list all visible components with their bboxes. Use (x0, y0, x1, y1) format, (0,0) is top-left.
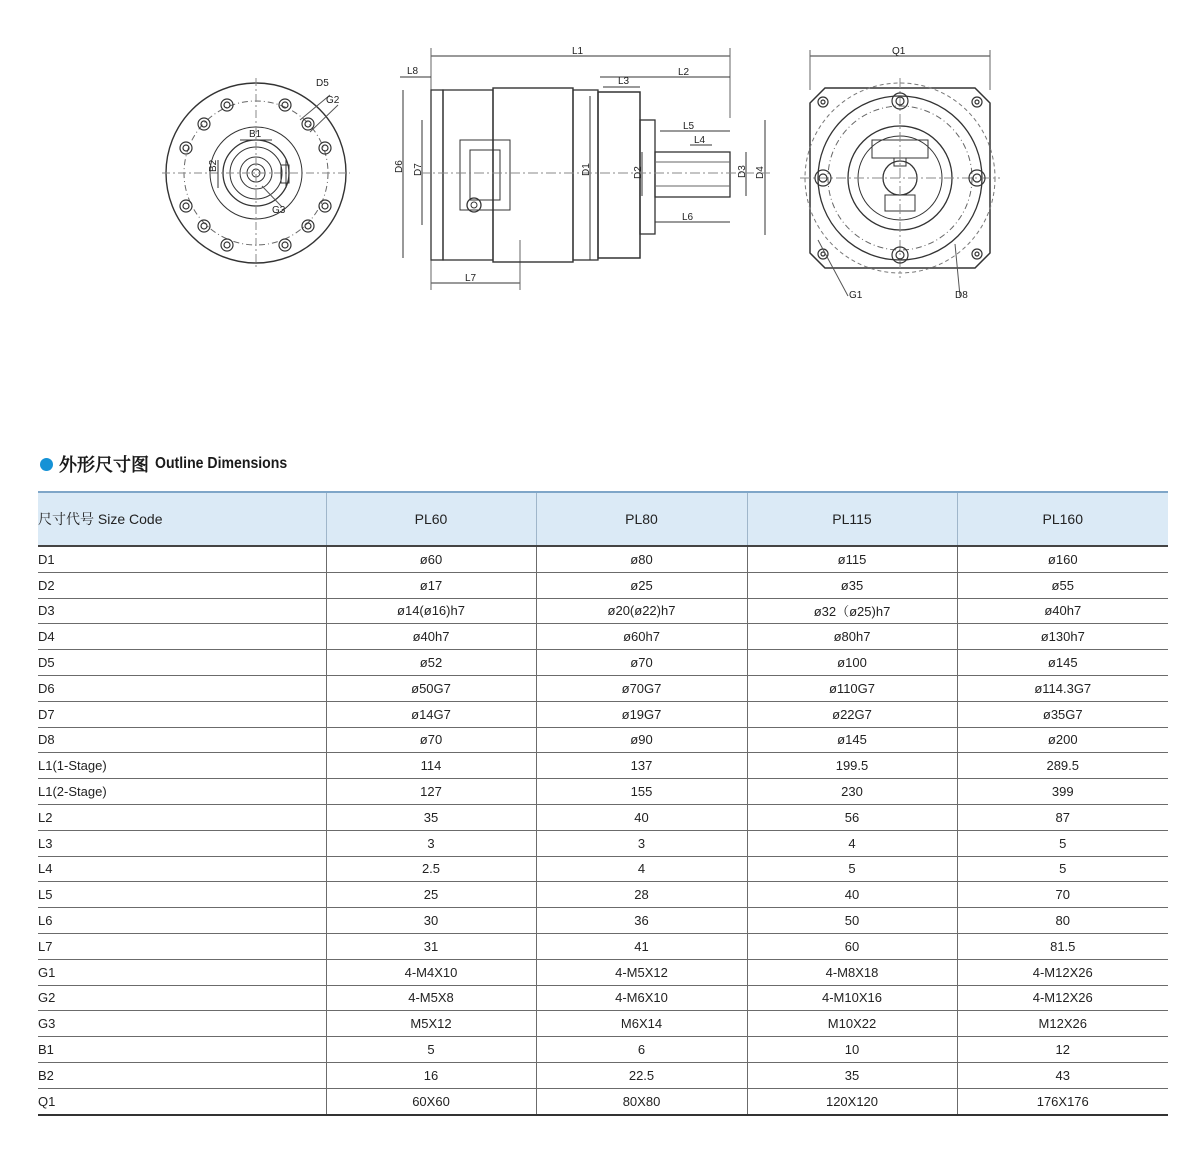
value-cell: 60 (747, 933, 957, 959)
value-cell: 10 (747, 1037, 957, 1063)
value-cell: 114 (326, 753, 536, 779)
value-cell: ø70G7 (536, 675, 747, 701)
table-row (38, 701, 1168, 727)
row-label-cell: G3 (38, 1011, 326, 1037)
value-cell: 399 (957, 779, 1168, 805)
value-cell: M10X22 (747, 1011, 957, 1037)
row-label-cell: Q1 (38, 1088, 326, 1114)
value-cell: ø114.3G7 (957, 675, 1168, 701)
row-label-cell: L5 (38, 882, 326, 908)
technical-drawings (0, 0, 1200, 320)
value-cell: ø90 (536, 727, 747, 753)
value-cell: 60X60 (326, 1088, 536, 1114)
table-row (38, 1037, 1168, 1063)
header-pl160: PL160 (957, 492, 1168, 546)
value-cell: ø115 (747, 546, 957, 572)
value-cell: 289.5 (957, 753, 1168, 779)
row-label-cell: D6 (38, 675, 326, 701)
flange-view-drawing (800, 46, 1000, 301)
value-cell: 176X176 (957, 1088, 1168, 1114)
row-label-cell: L1(2-Stage) (38, 779, 326, 805)
header-size-code: 尺寸代号 Size Code (38, 492, 326, 546)
table-row (38, 1062, 1168, 1088)
row-label-cell: D1 (38, 546, 326, 572)
value-cell: ø200 (957, 727, 1168, 753)
row-label-cell: D2 (38, 572, 326, 598)
label-d7: D7 (413, 163, 424, 176)
label-d5: D5 (316, 78, 329, 89)
table-row (38, 727, 1168, 753)
value-cell: 36 (536, 908, 747, 934)
value-cell: ø80h7 (747, 624, 957, 650)
label-l2: L2 (678, 67, 690, 78)
value-cell: 4-M6X10 (536, 985, 747, 1011)
value-cell: 16 (326, 1062, 536, 1088)
value-cell: M5X12 (326, 1011, 536, 1037)
label-d1: D1 (581, 163, 592, 176)
table-row (38, 933, 1168, 959)
table-row (38, 572, 1168, 598)
value-cell: 3 (536, 830, 747, 856)
label-q1: Q1 (892, 46, 906, 57)
table-row (38, 804, 1168, 830)
label-l6: L6 (682, 212, 694, 223)
row-label-cell: L6 (38, 908, 326, 934)
value-cell: 31 (326, 933, 536, 959)
drawing-canvas (0, 0, 1200, 320)
value-cell: 40 (536, 804, 747, 830)
value-cell: 35 (326, 804, 536, 830)
value-cell: ø19G7 (536, 701, 747, 727)
value-cell: 155 (536, 779, 747, 805)
value-cell: 4 (747, 830, 957, 856)
value-cell: 4-M8X18 (747, 959, 957, 985)
row-label-cell: G2 (38, 985, 326, 1011)
table-row (38, 959, 1168, 985)
value-cell: 4-M5X12 (536, 959, 747, 985)
label-g3: G3 (272, 205, 286, 216)
value-cell: ø40h7 (957, 598, 1168, 624)
side-view-drawing (394, 46, 770, 290)
table-row (38, 856, 1168, 882)
value-cell: 230 (747, 779, 957, 805)
label-d8: D8 (955, 290, 968, 301)
row-label-cell: L7 (38, 933, 326, 959)
value-cell: 6 (536, 1037, 747, 1063)
value-cell: ø100 (747, 650, 957, 676)
value-cell: ø160 (957, 546, 1168, 572)
label-l1: L1 (572, 46, 584, 57)
value-cell: 30 (326, 908, 536, 934)
row-label-cell: L3 (38, 830, 326, 856)
value-cell: 2.5 (326, 856, 536, 882)
value-cell: ø145 (747, 727, 957, 753)
value-cell: ø60 (326, 546, 536, 572)
value-cell: 50 (747, 908, 957, 934)
value-cell: 43 (957, 1062, 1168, 1088)
label-l8: L8 (407, 66, 419, 77)
value-cell: ø70 (326, 727, 536, 753)
label-d2: D2 (633, 166, 644, 179)
front-view-drawing (162, 78, 350, 268)
label-l7: L7 (465, 273, 477, 284)
value-cell: 81.5 (957, 933, 1168, 959)
label-g2: G2 (326, 95, 340, 106)
label-d3: D3 (737, 165, 748, 178)
row-label-cell: L2 (38, 804, 326, 830)
row-label-cell: D7 (38, 701, 326, 727)
header-pl115: PL115 (747, 492, 957, 546)
value-cell: 5 (326, 1037, 536, 1063)
table-row (38, 1011, 1168, 1037)
value-cell: 4-M12X26 (957, 959, 1168, 985)
table-body (38, 546, 1168, 1115)
value-cell: ø25 (536, 572, 747, 598)
value-cell: 5 (957, 830, 1168, 856)
label-l3: L3 (618, 76, 630, 87)
row-label-cell: D4 (38, 624, 326, 650)
label-d6: D6 (394, 160, 405, 173)
section-title-cn: 外形尺寸图 (59, 455, 149, 475)
value-cell: ø70 (536, 650, 747, 676)
value-cell: M6X14 (536, 1011, 747, 1037)
table-row (38, 1088, 1168, 1114)
value-cell: ø130h7 (957, 624, 1168, 650)
table-row (38, 830, 1168, 856)
value-cell: ø52 (326, 650, 536, 676)
table-row (38, 650, 1168, 676)
value-cell: 137 (536, 753, 747, 779)
value-cell: ø17 (326, 572, 536, 598)
value-cell: M12X26 (957, 1011, 1168, 1037)
row-label-cell: L1(1-Stage) (38, 753, 326, 779)
value-cell: ø35G7 (957, 701, 1168, 727)
value-cell: ø60h7 (536, 624, 747, 650)
value-cell: 4 (536, 856, 747, 882)
table-row (38, 985, 1168, 1011)
label-l5: L5 (683, 121, 695, 132)
value-cell: 5 (957, 856, 1168, 882)
value-cell: 12 (957, 1037, 1168, 1063)
value-cell: 5 (747, 856, 957, 882)
label-b1: B1 (249, 129, 262, 140)
value-cell: 80 (957, 908, 1168, 934)
section-bullet-icon (40, 458, 53, 471)
row-label-cell: B1 (38, 1037, 326, 1063)
value-cell: 56 (747, 804, 957, 830)
value-cell: 25 (326, 882, 536, 908)
value-cell: 127 (326, 779, 536, 805)
header-pl80: PL80 (536, 492, 747, 546)
value-cell: 4-M12X26 (957, 985, 1168, 1011)
value-cell: 35 (747, 1062, 957, 1088)
section-title (40, 452, 305, 476)
row-label-cell: D5 (38, 650, 326, 676)
value-cell: ø35 (747, 572, 957, 598)
row-label-cell: L4 (38, 856, 326, 882)
value-cell: ø50G7 (326, 675, 536, 701)
row-label-cell: G1 (38, 959, 326, 985)
label-l4: L4 (694, 135, 706, 146)
table-row (38, 908, 1168, 934)
value-cell: 40 (747, 882, 957, 908)
label-d4: D4 (755, 166, 766, 179)
value-cell: ø22G7 (747, 701, 957, 727)
header-pl60: PL60 (326, 492, 536, 546)
table-row (38, 546, 1168, 572)
value-cell: 41 (536, 933, 747, 959)
value-cell: 22.5 (536, 1062, 747, 1088)
value-cell: ø110G7 (747, 675, 957, 701)
value-cell: ø145 (957, 650, 1168, 676)
value-cell: ø20(ø22)h7 (536, 598, 747, 624)
table-row (38, 779, 1168, 805)
value-cell: 120X120 (747, 1088, 957, 1114)
value-cell: 4-M10X16 (747, 985, 957, 1011)
table-row (38, 882, 1168, 908)
row-label-cell: B2 (38, 1062, 326, 1088)
value-cell: ø32（ø25)h7 (747, 598, 957, 624)
value-cell: ø55 (957, 572, 1168, 598)
value-cell: ø14G7 (326, 701, 536, 727)
value-cell: 3 (326, 830, 536, 856)
value-cell: 199.5 (747, 753, 957, 779)
value-cell: 87 (957, 804, 1168, 830)
table-row (38, 753, 1168, 779)
value-cell: 28 (536, 882, 747, 908)
table-row (38, 624, 1168, 650)
value-cell: 4-M5X8 (326, 985, 536, 1011)
label-b2: B2 (208, 159, 219, 172)
table-row (38, 598, 1168, 624)
value-cell: ø40h7 (326, 624, 536, 650)
table-row (38, 675, 1168, 701)
value-cell: ø14(ø16)h7 (326, 598, 536, 624)
section-title-en: Outline Dimensions (155, 455, 288, 472)
value-cell: 4-M4X10 (326, 959, 536, 985)
table-header-row (38, 492, 1168, 546)
label-g1: G1 (849, 290, 863, 301)
value-cell: 80X80 (536, 1088, 747, 1114)
row-label-cell: D3 (38, 598, 326, 624)
row-label-cell: D8 (38, 727, 326, 753)
dimensions-table (38, 491, 1168, 1116)
value-cell: ø80 (536, 546, 747, 572)
value-cell: 70 (957, 882, 1168, 908)
